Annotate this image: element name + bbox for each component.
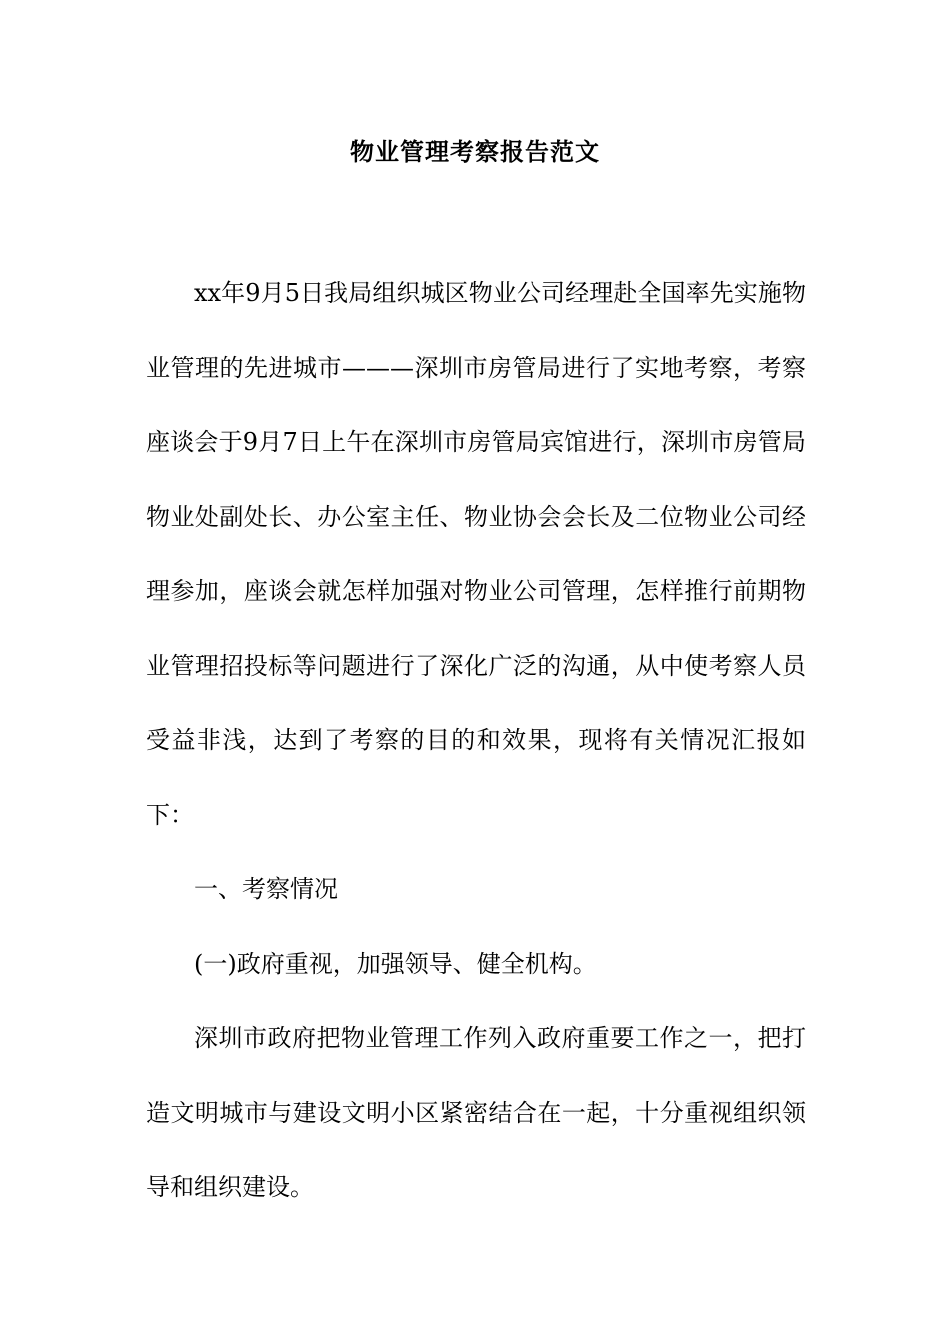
- heading-subsection-1: (一)政府重视，加强领导、健全机构。: [194, 949, 597, 978]
- document-body: [146, 256, 806, 1225]
- document-title: 物业管理考察报告范文: [350, 137, 600, 166]
- paragraph-section-1: 深圳市政府把物业管理工作列入政府重要工作之一，把打造文明城市与建设文明小区紧密结合在一起，十分重视组织领导和组织建设。: [146, 1024, 806, 1201]
- heading-section-1: 一、考察情况: [194, 875, 338, 903]
- paragraph-intro: xx年9月5日我局组织城区物业公司经理赴全国率先实施物业管理的先进城市———深圳市房管局进行了实地考察，考察座谈会于9月7日上午在深圳市房管局宾馆进行，深圳市房管局物业处副处长、办公室主任、物业协会会长及二位物业公司经理参加，座谈会就怎样加强对物业公司管理，怎样推行前期物业管理招投标等问题进行了深化广泛的沟通，从中使考察人员受益非浅，达到了考察的目的和效果，现将有关情况汇报如下：: [146, 279, 806, 829]
